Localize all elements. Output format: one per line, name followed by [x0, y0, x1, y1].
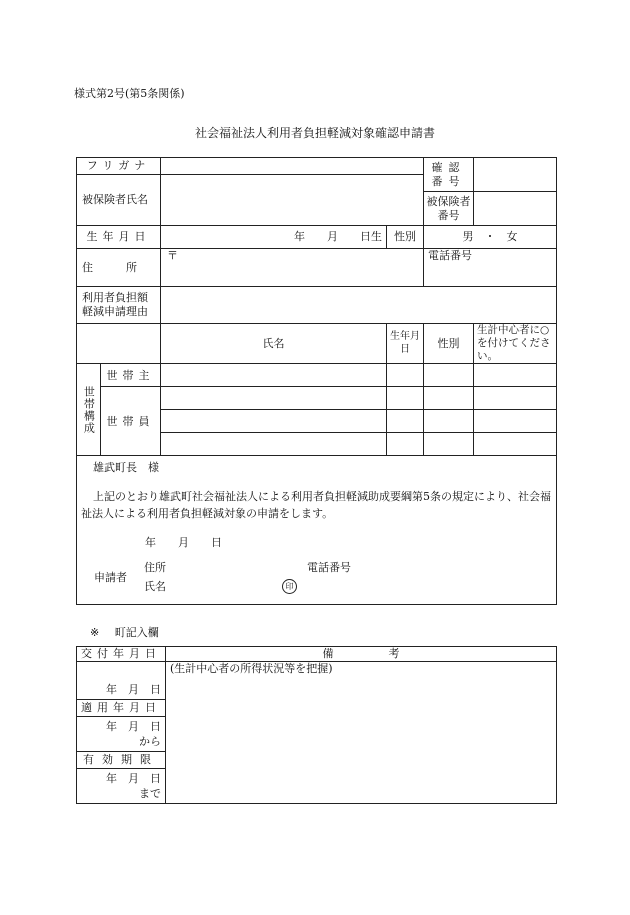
remarks-label: 備 考	[166, 647, 557, 662]
furigana-field[interactable]	[161, 158, 424, 175]
birthdate-label: 生年月日	[77, 226, 161, 249]
form-number: 様式第2号(第5条関係)	[74, 87, 185, 100]
household-member-name[interactable]	[161, 387, 387, 410]
household-member-name[interactable]	[161, 433, 387, 456]
applicant-label: 申請者	[94, 571, 127, 585]
address-label: 住 所	[77, 249, 161, 287]
household-col-birthdate: 生年月日	[387, 324, 424, 364]
household-col-gender: 性別	[424, 324, 474, 364]
household-head-label: 世帯主	[101, 364, 161, 387]
household-member-breadwinner[interactable]	[474, 410, 557, 433]
office-use-heading	[90, 624, 159, 640]
household-head-birthdate[interactable]	[387, 364, 424, 387]
apply-date-label: 適用年月日	[77, 700, 166, 717]
insured-name-label: 被保険者氏名	[77, 175, 161, 226]
note-mark: ※	[90, 626, 100, 639]
insured-number-field[interactable]	[474, 192, 557, 226]
household-col-breadwinner: 生計中心者に○を付けてください。	[474, 324, 557, 364]
applicant-phone-label: 電話番号	[307, 561, 351, 575]
valid-period-label: 有効期限	[77, 752, 166, 769]
applicant-name-label: 氏名	[144, 580, 166, 594]
gender-options[interactable]: 男 ・ 女	[424, 226, 557, 249]
application-form	[76, 157, 557, 605]
reason-label: 利用者負担額 軽減申請理由	[77, 287, 161, 324]
birthdate-field[interactable]: 年 月 日生	[161, 226, 387, 249]
household-member-birthdate[interactable]	[387, 433, 424, 456]
gender-label: 性別	[387, 226, 424, 249]
confirm-number-label: 確認番号	[424, 158, 474, 192]
issue-date-label: 交付年月日	[77, 647, 166, 662]
household-head-gender[interactable]	[424, 364, 474, 387]
household-header-blank	[77, 324, 161, 364]
household-member-gender[interactable]	[424, 433, 474, 456]
insured-number-label: 被保険者番号	[424, 192, 474, 226]
remarks-field[interactable]	[166, 662, 557, 804]
household-head-name[interactable]	[161, 364, 387, 387]
apply-date-field[interactable]: 年 月 日 から	[77, 717, 166, 752]
household-member-gender[interactable]	[424, 410, 474, 433]
office-use-table	[76, 646, 557, 804]
insured-name-field[interactable]	[161, 175, 424, 226]
furigana-label: フリガナ	[77, 158, 161, 175]
household-member-breadwinner[interactable]	[474, 433, 557, 456]
household-section-label: 世帯構成	[77, 364, 101, 456]
declaration-body: 上記のとおり雄武町社会福祉法人による利用者負担軽減助成要綱第5条の規定により、社会福祉法人による利用者負担軽減対象の申請をします。	[81, 490, 551, 521]
household-member-name[interactable]	[161, 410, 387, 433]
postal-mark: 〒	[167, 249, 179, 262]
household-member-breadwinner[interactable]	[474, 387, 557, 410]
household-head-breadwinner[interactable]	[474, 364, 557, 387]
declaration-section	[77, 456, 557, 605]
reason-field[interactable]	[161, 287, 557, 324]
household-member-gender[interactable]	[424, 387, 474, 410]
confirm-number-field[interactable]	[474, 158, 557, 192]
addressee: 雄武町長 様	[93, 461, 159, 475]
household-member-birthdate[interactable]	[387, 387, 424, 410]
document-title: 社会福祉法人利用者負担軽減対象確認申請書	[194, 126, 435, 140]
valid-period-field[interactable]: 年 月 日 まで	[77, 769, 166, 804]
remarks-note: (生計中心者の所得状況等を把握)	[170, 662, 333, 675]
application-date[interactable]: 年 月 日	[145, 536, 222, 550]
address-field[interactable]	[161, 249, 424, 287]
seal-icon: 印	[282, 579, 297, 594]
issue-date-field[interactable]: 年 月 日	[77, 662, 166, 700]
household-member-birthdate[interactable]	[387, 410, 424, 433]
household-col-name: 氏名	[161, 324, 387, 364]
household-member-label: 世帯員	[101, 387, 161, 456]
applicant-address-label: 住所	[144, 561, 166, 575]
phone-field[interactable]	[424, 249, 557, 287]
phone-label: 電話番号	[428, 249, 473, 262]
office-use-title: 町記入欄	[114, 626, 159, 639]
